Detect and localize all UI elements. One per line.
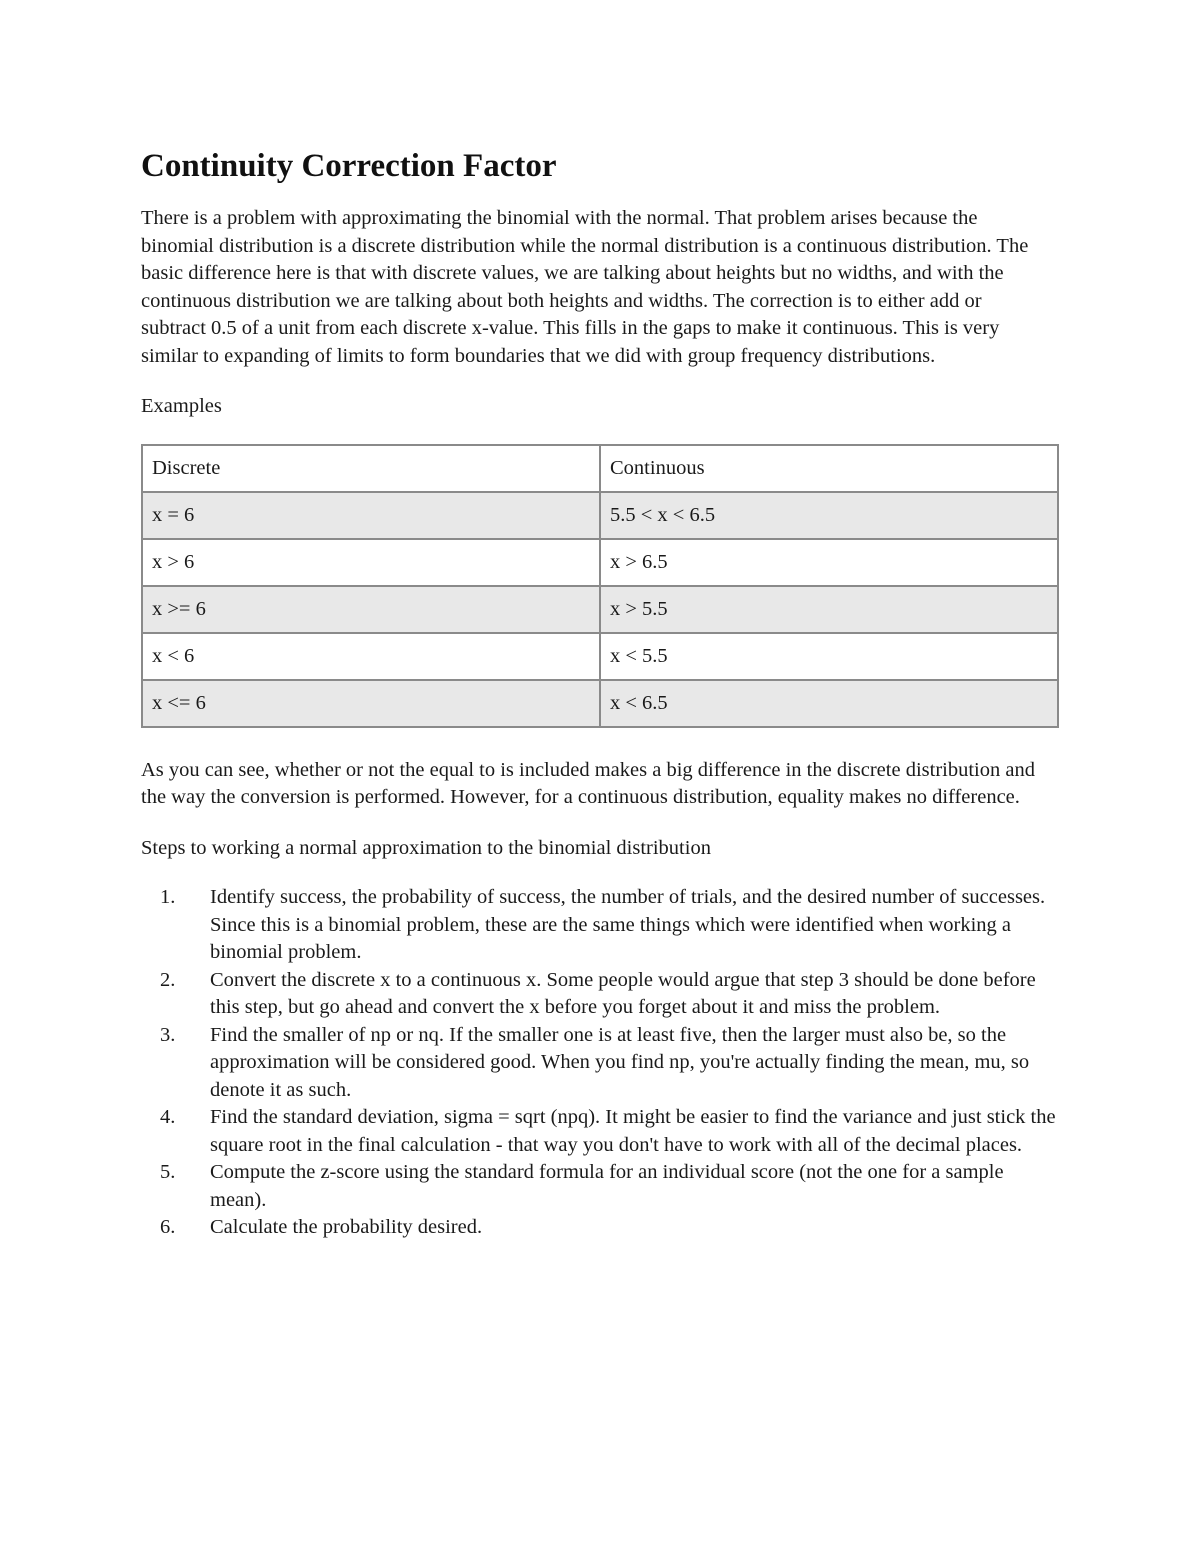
list-item: [141, 1104, 1059, 1159]
table-row: [142, 492, 1058, 539]
step-number: 2.: [160, 968, 176, 991]
step-number: 3.: [160, 1023, 176, 1046]
examples-label: Examples: [141, 395, 222, 417]
step-text: Find the standard deviation, sigma = sqrt (npq). It might be easier to find the variance and just stick the square root in the final calculation - that way you don't have to work with all of the decimal places.: [210, 1106, 1056, 1156]
discrete-cell: x < 6: [142, 633, 600, 680]
table-row: [142, 680, 1058, 727]
step-text: Calculate the probability desired.: [210, 1216, 483, 1238]
step-text: Convert the discrete x to a continuous x. Some people would argue that step 3 should be done before this step, but go ahead and convert the x before you forget about it and miss the problem.: [210, 968, 1036, 1018]
intro-paragraph: There is a problem with approximating the binomial with the normal. That problem arises because the binomial distribution is a discrete distribution while the normal distribution is a continuous distribution. The basic difference here is that with discrete values, we are talking about heights but no widths, and with the continuous distribution we are talking about both heights and widths. The correction is to either add or subtract 0.5 of a unit from each discrete x-value. This fills in the gaps to make it continuous. This is very similar to expanding of limits to form boundaries that we did with group frequency distributions.: [141, 207, 1029, 367]
list-item: [141, 967, 1059, 1022]
discrete-cell: x = 6: [142, 492, 600, 539]
conversion-table: [141, 444, 1059, 728]
continuous-cell: x > 6.5: [600, 539, 1058, 586]
continuous-cell: x > 5.5: [600, 586, 1058, 633]
table-header-row: [142, 445, 1058, 492]
table-row: [142, 586, 1058, 633]
document-page: [141, 140, 1059, 1242]
list-item: [141, 1022, 1059, 1105]
discrete-cell: x >= 6: [142, 586, 600, 633]
page-title: Continuity Correction Factor: [141, 148, 557, 184]
table-row: [142, 633, 1058, 680]
continuous-cell: 5.5 < x < 6.5: [600, 492, 1058, 539]
header-continuous: Continuous: [600, 445, 1058, 492]
discrete-cell: x > 6: [142, 539, 600, 586]
step-text: Find the smaller of np or nq. If the smaller one is at least five, then the larger must also be, so the approximation will be considered good. When you find np, you're actually finding the mean, mu, so denote it as such.: [210, 1023, 1030, 1101]
step-number: 6.: [160, 1216, 176, 1238]
discrete-cell: x <= 6: [142, 680, 600, 727]
steps-list: [141, 884, 1059, 1242]
table-row: [142, 539, 1058, 586]
list-item: [141, 1159, 1059, 1214]
equality-paragraph: As you can see, whether or not the equal to is included makes a big difference in the discrete distribution and the way the conversion is performed. However, for a continuous distribution, equality makes no difference.: [141, 758, 1035, 808]
step-number: 4.: [160, 1106, 176, 1128]
step-number: 1.: [160, 886, 176, 908]
continuous-cell: x < 6.5: [600, 680, 1058, 727]
step-text: Compute the z-score using the standard formula for an individual score (not the one for a sample mean).: [210, 1161, 1004, 1211]
list-item: [141, 884, 1059, 967]
continuous-cell: x < 5.5: [600, 633, 1058, 680]
step-number: 5.: [160, 1161, 176, 1183]
list-item: [141, 1214, 1059, 1242]
step-text: Identify success, the probability of success, the number of trials, and the desired number of successes. Since this is a binomial problem, these are the same things which were identified when working a binomial problem.: [210, 886, 1046, 963]
header-discrete: Discrete: [142, 445, 600, 492]
steps-label: Steps to working a normal approximation to the binomial distribution: [141, 836, 711, 859]
